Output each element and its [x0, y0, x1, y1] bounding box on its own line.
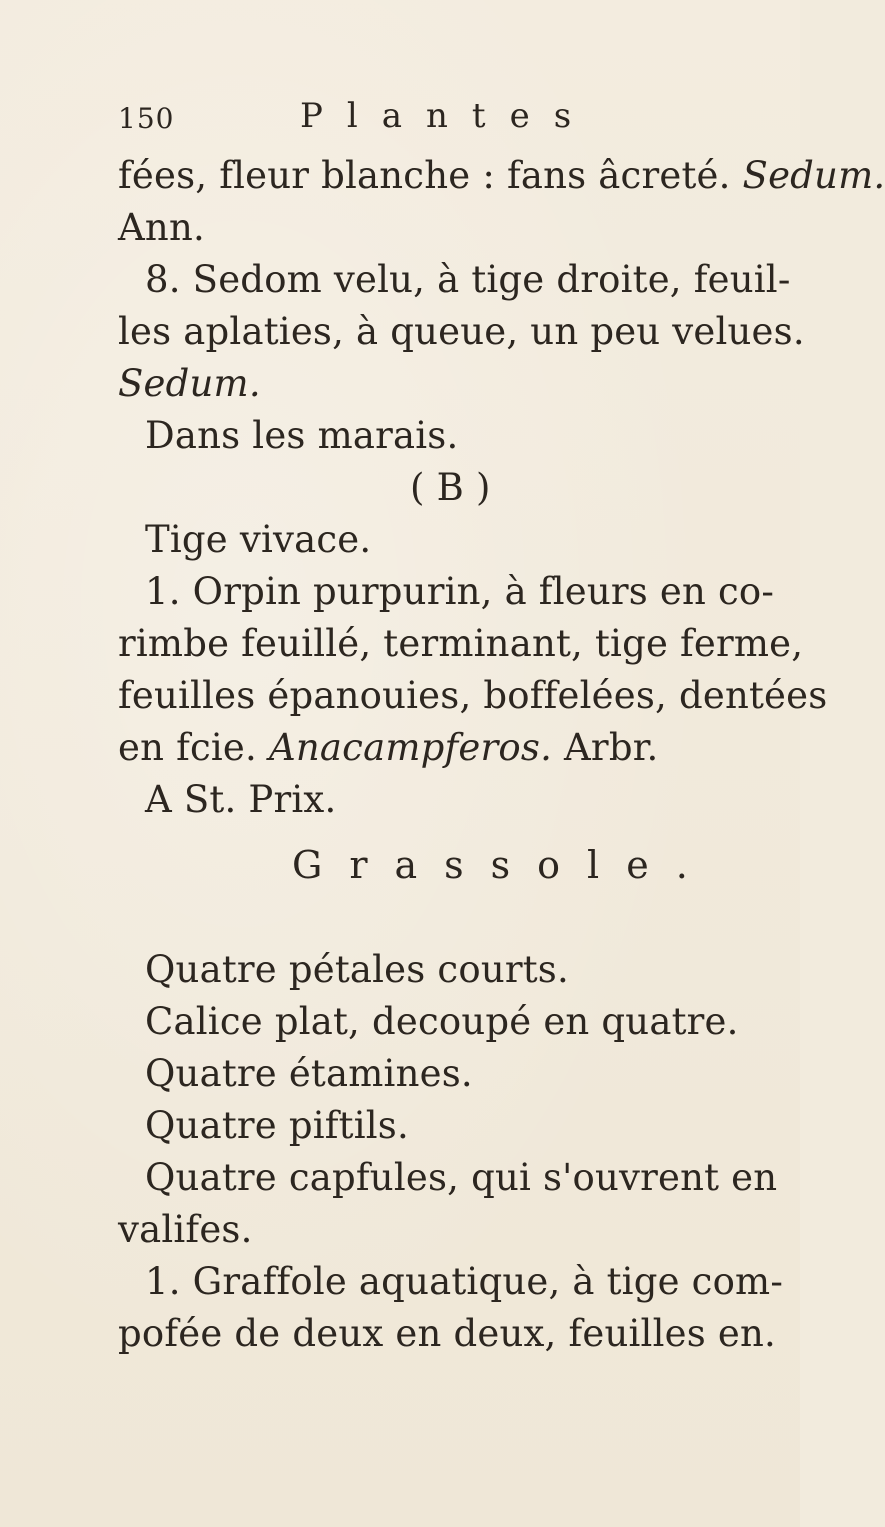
text-line	[118, 308, 805, 356]
text-line	[118, 620, 803, 668]
text-line-main: fées, fleur blanche : fans âcreté.	[118, 154, 743, 197]
text-line	[118, 360, 261, 408]
text-line-main: Tige vivace.	[145, 518, 372, 561]
text-line-tail: Arbr.	[552, 726, 659, 769]
text-line-main: ( B )	[410, 466, 491, 509]
text-line-main: Quatre pétales courts.	[145, 948, 569, 991]
text-line-main: Quatre piftils.	[145, 1104, 409, 1147]
text-line-main: les aplaties, à queue, un peu velues.	[118, 310, 805, 353]
text-line	[145, 256, 791, 304]
text-line-main: Calice plat, decoupé en quatre.	[145, 1000, 739, 1043]
text-line	[118, 1206, 253, 1254]
text-line-main: 1. Graffole aquatique, à tige com-	[145, 1260, 784, 1303]
text-line	[410, 464, 491, 512]
running-title: Plantes	[300, 96, 596, 136]
text-line-main: Quatre étamines.	[145, 1052, 473, 1095]
text-line-main: 8. Sedom velu, à tige droite, feuil-	[145, 258, 791, 301]
text-line	[145, 946, 569, 994]
text-line-main: en fcie.	[118, 726, 269, 769]
text-line-main: pofée de deux en deux, feuilles en.	[118, 1312, 776, 1355]
text-line-main: Dans les marais.	[145, 414, 459, 457]
text-line	[118, 152, 885, 200]
text-line-main: feuilles épanouies, boffelées, dentées	[118, 674, 828, 717]
text-line	[145, 1258, 783, 1306]
text-line	[118, 724, 658, 772]
text-line	[145, 1050, 473, 1098]
text-line	[145, 776, 336, 824]
text-line-italic: Anacampferos.	[268, 726, 553, 769]
page-number: 150	[118, 102, 175, 135]
text-line	[145, 412, 458, 460]
text-line-italic: Sedum.	[742, 154, 885, 197]
text-line	[118, 672, 827, 720]
text-line-italic: Sedum.	[118, 362, 261, 405]
text-line-main: 1. Orpin purpurin, à fleurs en co-	[145, 570, 775, 613]
text-line-main: A St. Prix.	[145, 778, 337, 821]
text-line	[145, 1154, 777, 1202]
text-line-main: Quatre capfules, qui s'ouvrent en	[145, 1156, 778, 1199]
text-line-main: valifes.	[118, 1208, 253, 1251]
text-line-main: Ann.	[118, 206, 205, 249]
section-title: Grassole.	[292, 843, 715, 887]
text-line	[145, 516, 371, 564]
text-line	[118, 204, 205, 252]
text-line	[145, 1102, 409, 1150]
text-line	[145, 998, 739, 1046]
text-line-main: rimbe feuillé, terminant, tige ferme,	[118, 622, 804, 665]
text-line	[145, 568, 774, 616]
text-line	[118, 1310, 776, 1358]
